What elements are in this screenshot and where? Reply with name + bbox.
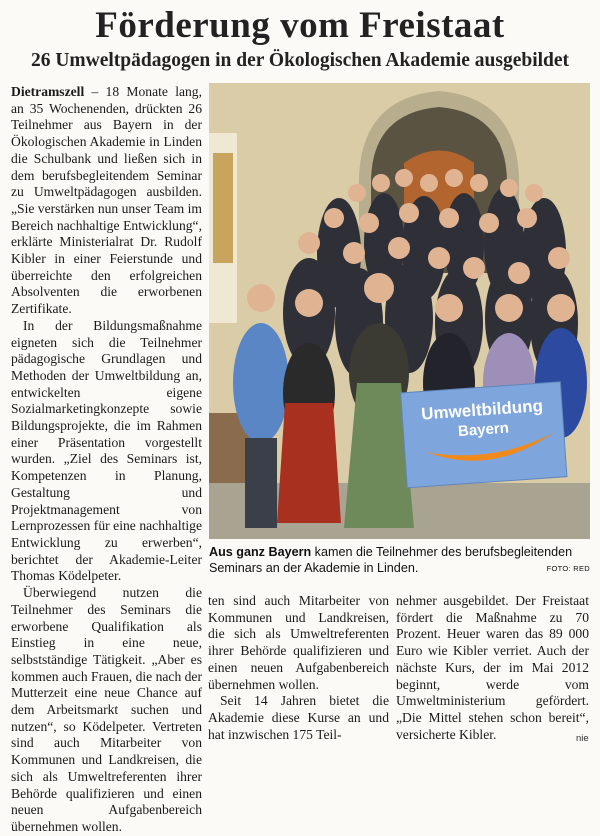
caption-text: kamen die Teilnehmer des berufsbegleitenden Seminars an der Akademie in Linden. (209, 545, 573, 575)
paragraph-4: Seit 14 Jahren bietet die Akademie diese Kurse an und hat inzwischen 175 Teil- (208, 693, 389, 742)
author-signature: nie (576, 733, 589, 744)
photo-credit: FOTO: RED (546, 563, 590, 573)
group-photo (209, 83, 590, 539)
caption-lead: Aus ganz Bayern (209, 545, 312, 559)
paragraph-3: Überwiegend nutzen die Teilnehmer des Seminars die erworbene Qualifikation als Einstieg in eine neue, selbstständige Tätigkeit. „Aber es kommen auch Frauen, die nach der Mutterzeit eine neue Chance auf dem Arbeitsmarkt suchen und nutzen“, so Ködelpeter. Vertreten sind auch Mitarbeiter von Kommunen und Landkreisen, die sich als Umweltreferenten ihrer Behörde qualifizieren und einen neuen Aufgabenbereich übernehmen wollen. (11, 585, 202, 834)
group-photo-illustration (209, 83, 590, 539)
banner-text-1: Umweltbildung (420, 396, 544, 424)
dateline: Dietramszell (11, 84, 85, 99)
article-column-2 (208, 593, 389, 743)
headline: Förderung vom Freistaat (95, 5, 505, 46)
paragraph-1-text: – 18 Monate lang, an 35 Wochenenden, drückten 26 Teilnehmer aus Bayern in der Ökologischen Akademie in Linden die Schulbank und ließen sich in dem berufsbegleitendem Seminar zu Umweltpädagogen ausbilden. „Sie verstärken nun unser Team im Bereich nachhaltige Entwicklung“, erklärte Ministerialrat Dr. Rudolf Kibler in einer Feierstunde und überreichte den erfolgreichen Absolventen die erworbenen Zertifikate. (11, 84, 202, 317)
photo-caption (209, 545, 590, 576)
paragraph-3-continued: ten sind auch Mitarbeiter von Kommunen und Landkreisen, die sich als Umweltreferenten ihrer Behörde qualifizieren und einen neuen Aufgabenbereich übernehmen wollen. (208, 593, 389, 692)
banner-text-2: Bayern (457, 419, 510, 441)
banner (401, 382, 567, 488)
article-column-3 (396, 593, 589, 743)
subheadline: 26 Umweltpädagogen in der Ökologischen Akademie ausgebildet (30, 50, 570, 71)
paragraph-1 (11, 84, 202, 318)
article-column-1 (11, 84, 202, 834)
paragraph-2: In der Bildungsmaßnahme eigneten sich die Teilnehmer pädagogische Grundlagen und Methoden der Umweltbildung an, entwickelten eigene Sozialmarketingkonzepte sowie Bildungsprojekte, die im Rahmen einer Präsentation vorgestellt wurden. „Ziel des Seminars ist, Kompetenzen in Planung, Gestaltung und Projektmanagement von Lernprozessen für eine nachhaltige Entwicklung zu erwerben“, berichtet der Akademie-Leiter Thomas Ködelpeter. (11, 317, 202, 584)
paragraph-4-continued: nehmer ausgebildet. Der Freistaat fördert die Maßnahme zu 70 Prozent. Heuer waren das 89 000 Euro wie Kibler verriet. Auch der nächste Kurs, der im Mai 2012 beginnt, werde vom Umweltministerium gefördert. „Die Mittel stehen schon bereit“, versicherte Kibler. (396, 593, 589, 742)
